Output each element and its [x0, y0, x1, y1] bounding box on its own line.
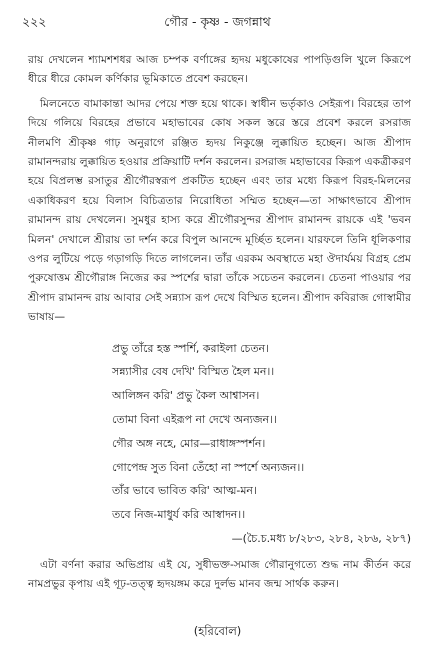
closing-paragraph: এটা বর্ণনা করার অভিপ্রায় এই যে, সুধীভক্ত-সমাজ গৌরানুগত্যে শুদ্ধ নাম কীর্তন করে নামপ্রভুর কৃপায় এই গূঢ়-তত্ত্ব হৃদয়ঙ্গম করে দুর্লভ মানব জন্ম সার্থক করুন।	[28, 558, 411, 590]
running-title: গৌর - কৃষ্ণ - জগন্নাথ	[164, 14, 271, 29]
verse-line: প্রভু তাঁরে হস্ত স্পর্শি, করাইলা চেতন।	[112, 341, 269, 355]
verse-line: আলিঙ্গন করি' প্রভু কৈল আশ্বাসন।	[112, 389, 260, 403]
verse-line: গোপেন্দ্র সুত বিনা তেঁহো না স্পর্শে অন্যজন।।	[112, 460, 305, 474]
verse-line: তবে নিজ-মাধুর্য করি আস্বাদন।।	[112, 508, 246, 522]
page-footer: (হরিবোল)	[193, 624, 242, 638]
page-number: ২২২	[22, 14, 47, 29]
verse-line: গৌর অঙ্গ নহে, মোর—রাধাঙ্গস্পর্শন।	[112, 436, 266, 450]
verse-line: তোমা বিনা এইরূপ না দেখে অন্যজন।।	[112, 413, 277, 427]
verse-citation: —(চৈ.চ.মধ্য ৮/২৮৩, ২৮৪, ২৮৬, ২৮৭)	[231, 532, 411, 546]
paragraph: মিলনেতে বামাকান্তা আদর পেয়ে শক্ত হয়ে থাকে। স্বাধীন ভর্তৃকাও সেইরূপ। বিরহের তাপ দিয়ে গলিয়ে বিরহের প্রভাবে মহাভাবের কোষ সকল স্তরে স্তরে প্রবেশ করলে রসরাজ নীলমণি শ্রীকৃষ্ণ গাঢ় অনুরাগে রঞ্জিত হৃদয় নিকুঞ্জে লুক্কায়িত হচ্ছেন। আজ শ্রীপাদ রামানন্দরায় লুক্কায়িত হওয়ার প্রক্রিয়াটি দর্শন করলেন। রসরাজ মহাভাবের কিরূপ একত্রীকরণ হয়ে বিপ্রলম্ভ রসাতুর শ্রীগৌরস্বরূপ প্রকটিত হচ্ছেন এবং তার মধ্যে কিরূপ বিরহ-মিলনের একাধিকরণ হয়ে বিলাস বিচিত্রতার নিরোধিতা সম্মিত হচ্ছেন—তা সাক্ষাৎভাবে শ্রীপাদ রামানন্দ রায় দেখলেন। সুমধুর হাস্য করে শ্রীগৌরসুন্দর শ্রীপাদ রামানন্দ রায়কে এই 'ভবন মিলন' দেখালে শ্রীরায় তা দর্শন করে বিপুল আনন্দে মূর্চ্ছিত হলেন। যারফলে তিনি ধূলিকণার ওপর লুটিয়ে পড়ে গড়াগড়ি দিতে লাগলেন। তাঁর এরকম অবস্থাতে মহা ঔদার্যময় বিগ্রহ প্রেম পুরুষোত্তম শ্রীগৌরাঙ্গ নিজের কর স্পর্শের দ্বারা তাঁকে সচেতন করলেন। চেতনা পাওয়ার পর শ্রীপাদ রামানন্দ রায় আবার সেই সন্ন্যাস রূপ দেখে বিস্মিত হলেন। শ্রীপাদ কবিরাজ গোস্বামীর ভাষায়—	[28, 96, 411, 324]
verse-line: তাঁর ভাবে ভাবিত করি' আত্ম-মন।	[112, 484, 257, 498]
verse-line: সন্ন্যাসীর বেষ দেখি' বিস্মিত হৈল মন।।	[112, 365, 275, 379]
paragraph: রায় দেখলেন শ্যামশশধর আজ চম্পক বর্ণাঙ্গের হৃদয় মধুকোষের পাপড়িগুলি খুলে কিরূপে ধীরে ধীরে কোমল কর্ণিকার ভূমিকাতে প্রবেশ করছেন।	[28, 53, 411, 86]
verse-quote	[112, 337, 411, 527]
page-body	[28, 50, 411, 593]
page-header	[22, 14, 413, 34]
